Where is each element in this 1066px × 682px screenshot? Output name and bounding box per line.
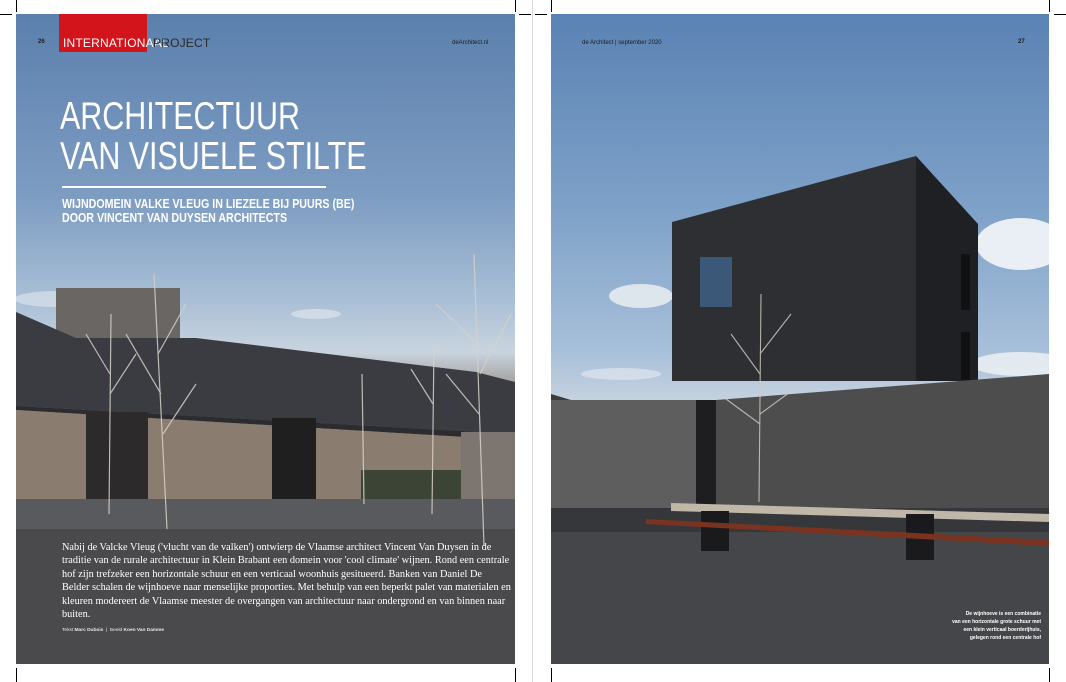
tower-house-photo [551, 14, 1049, 664]
caption-line: een klein verticaal boerderijhuis, [963, 627, 1041, 633]
title-line: VAN VISUELE STILTE [60, 135, 367, 178]
caption-line: gelegen rond een centrale hof [969, 635, 1041, 641]
section-label: PROJECT [153, 36, 211, 50]
subtitle-line: DOOR VINCENT VAN DUYSEN ARCHITECTS [62, 210, 288, 225]
photo-credit-label: Beeld [109, 628, 123, 633]
credits: Tekst Marc Dubois | Beeld Koen Van Damme [62, 628, 165, 633]
subtitle-line: WIJNDOMEIN VALKE VLEUG IN LIEZELE BIJ PUURS (BE) [62, 196, 355, 211]
photo-credit-author: Koen Van Damme [123, 628, 165, 633]
intro-paragraph: Nabij de Valcke Vleug ('vlucht van de valken') ontwierp de Vlaamse architect Vincent Van Duysen in de traditie van de rurale architectuur in Klein Brabant een domein voor 'cool climate' wijnen. Rond een centrale hof zijn trefzeker een horizontale schuur en een verticaal woonhuis gesitueerd. Banken van Daniel De Belder schalen de wijnhoeve naar menselijke proporties. Met behulp van een beperkt palet van materialen en kleuren modereert de Vlaamse meester de overgangen van architectuur naar ondergrond en van binnen naar buiten. [62, 542, 511, 621]
section-tag: INTERNATIONAAL [63, 36, 169, 50]
site-url: deArchitect.nl [452, 40, 489, 46]
left-page [16, 14, 515, 664]
right-page [551, 14, 1049, 664]
page-title [60, 97, 367, 177]
title-rule [62, 186, 326, 188]
text-credit-author: Marc Dubois [74, 628, 104, 633]
header-separator: | [615, 40, 617, 46]
subtitle [62, 197, 354, 225]
magazine-name: de Architect [582, 40, 614, 46]
caption-line: De wijnhoeve is een combinatie [965, 611, 1041, 617]
issue-header [582, 40, 662, 46]
page-number: 26 [38, 39, 45, 45]
issue-date: september 2020 [618, 40, 662, 46]
caption-line: van een horizontale grote schuur met [952, 619, 1041, 625]
photo-caption [841, 610, 1041, 642]
title-line: ARCHITECTUUR [60, 95, 300, 138]
text-credit-label: Tekst [62, 628, 74, 633]
page-number: 27 [1018, 39, 1025, 45]
